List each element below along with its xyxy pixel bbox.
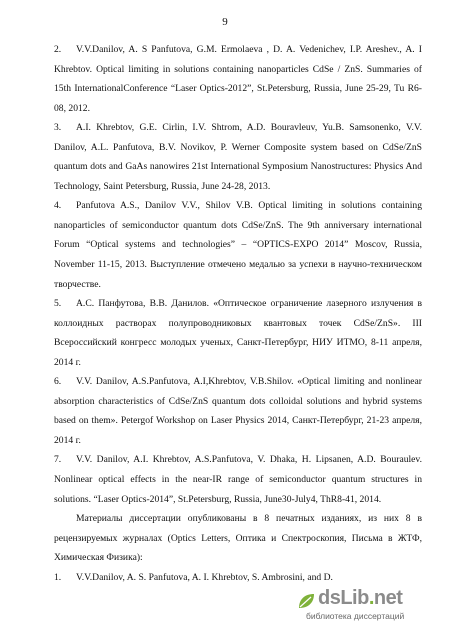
reference-entry — [54, 294, 422, 372]
reference-number: 7. — [54, 454, 62, 466]
watermark-tagline: библиотека диссертаций — [306, 611, 405, 621]
reference-entry — [54, 372, 422, 450]
reference-text: V.V. Danilov, A.I. Khrebtov, A.S.Panfutova, V. Dhaka, H. Lipsanen, A.D. Bouraulev. Nonlinear optical effects in the near-IR range of semiconductor quantum structures in solutions. “Laser Optics-2014”, St.Petersburg, Russia, June30-July4, ThR8-41, 2014. — [54, 454, 422, 505]
logo-tld: net — [373, 587, 403, 609]
reference-number: 6. — [54, 376, 62, 388]
logo-main: dsLib — [318, 587, 369, 609]
reference-number: 3. — [54, 122, 62, 134]
reference-number: 2. — [54, 44, 62, 55]
reference-text: А.С. Панфутова, В.В. Данилов. «Оптическое ограничение лазерного излучения в коллоидных растворах полупроводниковых квантовых точек CdSe/ZnS». III Всероссийский конгресс молодых ученых, Санкт-Петербург, НИУ ИТМО, 8-11 апреля, 2014 г. — [54, 298, 422, 368]
page-number: 9 — [222, 16, 228, 28]
reference-entry — [54, 118, 422, 196]
watermark-logo — [318, 587, 402, 610]
reference-entry — [54, 196, 422, 294]
reference-text: A.I. Khrebtov, G.E. Cirlin, I.V. Shtrom, A.D. Bouravleuv, Yu.B. Samsonenko, V.V. Danilov, A.L. Panfutova, B.V. Novikov, P. Werner Composite system based on CdSe/ZnS quantum dots and GaAs nanowires 21st International Symposium Nanostructures: Physics And Technology, Saint Petersburg, Russia, June 24-28, 2013. — [54, 122, 422, 192]
leaf-icon — [296, 591, 316, 611]
reference-text: V.V.Danilov, A. S Panfutova, G.M. Ermolaeva , D. A. Vedenichev, I.P. Areshev., A. I Khrebtov. Optical limiting in solutions containing nanoparticles CdSe / ZnS. Summaries of 15th InternationalConference “Laser Optics-2012”, St.Petersburg, Russia, June 25-29, Tu R6-08, 2012. — [54, 44, 422, 114]
reference-number: 1. — [54, 571, 62, 583]
reference-number: 5. — [54, 298, 62, 310]
logo-dot: . — [368, 587, 374, 609]
dslib-watermark[interactable] — [296, 585, 436, 625]
reference-entry — [54, 450, 422, 509]
document-body — [54, 40, 422, 587]
reference-entry — [54, 40, 422, 118]
reference-text: V.V.Danilov, A. S. Panfutova, A. I. Khrebtov, S. Ambrosini, and D. — [76, 571, 333, 583]
reference-number: 4. — [54, 200, 62, 212]
publications-paragraph: Материалы диссертации опубликованы в 8 печатных изданиях, из них 8 в рецензируемых журналах (Optics Letters, Оптика и Спектроскопия, Письма в ЖТФ, Химическая Физика): — [54, 513, 422, 564]
reference-text: V.V. Danilov, A.S.Panfutova, A.I,Khrebtov, V.B.Shilov. «Optical limiting and nonlinear absorption characteristics of CdSe/ZnS quantum dots colloidal solutions and hybrid systems based on them». Petergof Workshop on Laser Physics 2014, Санкт-Петербург, 21-23 апреля, 2014 г. — [54, 376, 422, 446]
reference-text: Panfutova A.S., Danilov V.V., Shilov V.B. Optical limiting in solutions containing nanoparticles of semiconductor quantum dots CdSe/ZnS. The 9th anniversary international Forum “Optical systems and technologies” – “OPTICS-EXPO 2014” Moscov, Russia, November 11-15, 2013. Выступление отмечено медалью за успехи в научно-техническом творчестве. — [54, 200, 422, 290]
